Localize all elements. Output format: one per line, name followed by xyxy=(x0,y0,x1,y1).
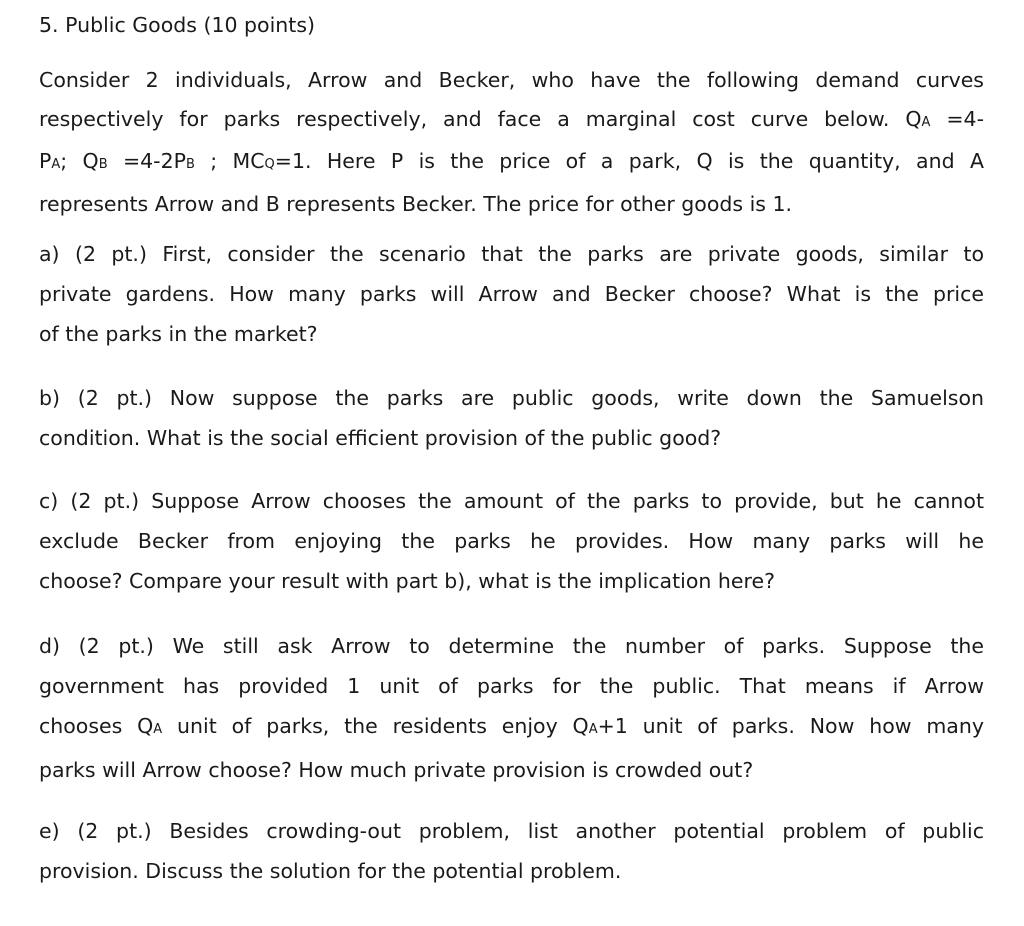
question-d xyxy=(39,626,984,790)
question-e-line-1: e) (2 pt.) Besides crowding-out problem, list another potential problem of public xyxy=(39,819,984,843)
intro-line-1: Consider 2 individuals, Arrow and Becker, who have the following demand curves xyxy=(39,68,984,92)
question-a-line-3: of the parks in the market? xyxy=(39,322,318,346)
question-c-line-3: choose? Compare your result with part b), what is the implication here? xyxy=(39,569,775,593)
question-a xyxy=(39,234,984,354)
question-d-line-4: parks will Arrow choose? How much private provision is crowded out? xyxy=(39,758,754,782)
question-a-line-2: private gardens. How many parks will Arrow and Becker choose? What is the price xyxy=(39,282,984,306)
question-d-line-2: government has provided 1 unit of parks for the public. That means if Arrow xyxy=(39,674,984,698)
question-d-line-3: chooses QA unit of parks, the residents enjoy QA+1 unit of parks. Now how many xyxy=(39,714,984,738)
question-e-line-2: provision. Discuss the solution for the potential problem. xyxy=(39,859,622,883)
intro-line-2: respectively for parks respectively, and face a marginal cost curve below. QA =4- xyxy=(39,106,984,131)
intro-paragraph xyxy=(39,61,984,223)
question-e xyxy=(39,811,984,891)
question-b xyxy=(39,378,984,458)
question-a-line-1: a) (2 pt.) First, consider the scenario that the parks are private goods, similar to xyxy=(39,242,984,266)
question-c-line-1: c) (2 pt.) Suppose Arrow chooses the amount of the parks to provide, but he cannot xyxy=(39,489,984,513)
intro-line-3: PA; QB =4-2PB ; MCQ=1. Here P is the price of a park, Q is the quantity, and A xyxy=(39,149,984,173)
question-b-line-1: b) (2 pt.) Now suppose the parks are public goods, write down the Samuelson xyxy=(39,386,984,410)
question-c xyxy=(39,481,984,601)
question-b-line-2: condition. What is the social efficient provision of the public good? xyxy=(39,426,722,450)
question-c-line-2: exclude Becker from enjoying the parks he provides. How many parks will he xyxy=(39,529,984,553)
question-heading: 5. Public Goods (10 points) xyxy=(39,13,315,37)
intro-line-4: represents Arrow and B represents Becker. The price for other goods is 1. xyxy=(39,191,793,216)
question-d-line-1: d) (2 pt.) We still ask Arrow to determine the number of parks. Suppose the xyxy=(39,634,984,658)
